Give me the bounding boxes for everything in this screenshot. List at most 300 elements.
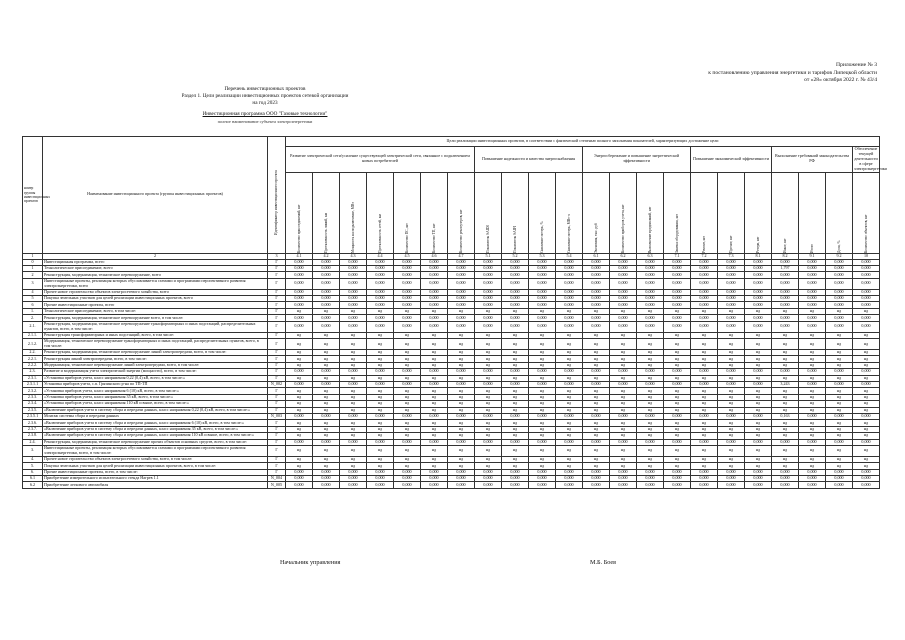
metric-header-15: Замена оборудования, шт (664, 172, 691, 253)
row-value: 0,000 (745, 369, 772, 375)
row-value: 0,000 (718, 439, 745, 445)
row-value: 0,000 (664, 265, 691, 271)
row-value: 0,000 (637, 369, 664, 375)
col-number: 7.3 (718, 253, 745, 259)
row-value: нд (799, 456, 826, 462)
row-value: нд (394, 394, 421, 400)
group-header-1: Развитие электрической сети/усиление существующей электрической сети, связанное с подключением новых потребителей (286, 147, 475, 173)
row-value: 0,000 (394, 278, 421, 289)
row-value: нд (718, 426, 745, 432)
row-value: 0,000 (286, 278, 313, 289)
row-value: 0,000 (583, 382, 610, 388)
row-value: 0,000 (286, 296, 313, 302)
row-value: 0,000 (772, 289, 799, 295)
row-value: 0,000 (799, 259, 826, 265)
metric-header-4: Протяженность сетей, км (367, 172, 394, 253)
row-id: Г (268, 332, 286, 338)
row-value: 0,000 (853, 369, 880, 375)
row-value: 0,000 (340, 315, 367, 321)
row-value: нд (583, 463, 610, 469)
row-id: Г (268, 375, 286, 381)
row-value: нд (448, 401, 475, 407)
row-value: нд (340, 420, 367, 426)
row-value: 0,000 (853, 439, 880, 445)
row-value: 0,000 (340, 476, 367, 482)
row-value: нд (799, 420, 826, 426)
row-value: 0,000 (610, 259, 637, 265)
col-number: 6.1 (583, 253, 610, 259)
row-value: нд (745, 463, 772, 469)
row-value: 0,000 (691, 302, 718, 308)
row-value: 0,000 (313, 315, 340, 321)
row-value: 0,000 (691, 439, 718, 445)
row-value: 0,000 (340, 382, 367, 388)
row-number: 2.2.2. (23, 362, 43, 368)
row-name: «Включение приборов учета в систему сбора и передачи данных, класс напряжения 110 кВ и выше, всего, в том числе:» (43, 433, 268, 439)
row-value: 0,000 (583, 296, 610, 302)
row-value: нд (340, 350, 367, 356)
row-value: 0,000 (826, 296, 853, 302)
row-value: 0,000 (313, 272, 340, 278)
row-value: 0,000 (718, 265, 745, 271)
row-value: нд (394, 388, 421, 394)
row-value: 0,000 (556, 369, 583, 375)
row-number: 2.3.5.1 (23, 413, 43, 419)
row-value: нд (664, 362, 691, 368)
row-value: 0,000 (799, 265, 826, 271)
row-value: нд (772, 456, 799, 462)
investment-table (22, 136, 887, 489)
row-value: нд (529, 394, 556, 400)
row-value: 0,000 (448, 265, 475, 271)
row-value: 0,000 (475, 382, 502, 388)
row-value: 0,000 (394, 321, 421, 332)
row-value: нд (826, 401, 853, 407)
row-value: нд (340, 375, 367, 381)
row-value: 0,000 (475, 369, 502, 375)
row-value: 0,000 (772, 482, 799, 488)
row-value: 0,000 (826, 259, 853, 265)
row-value: нд (610, 401, 637, 407)
row-value: 0,000 (556, 265, 583, 271)
row-value: 0,000 (583, 469, 610, 475)
row-value: нд (286, 407, 313, 413)
col-number: 4.1 (286, 253, 313, 259)
row-value: 0,000 (502, 382, 529, 388)
row-value: нд (745, 456, 772, 462)
row-value: 0,000 (367, 369, 394, 375)
row-value: 0,000 (853, 321, 880, 332)
row-value: нд (529, 463, 556, 469)
row-value: 0,000 (340, 272, 367, 278)
row-value: нд (691, 356, 718, 362)
row-value: 0,000 (394, 302, 421, 308)
row-value: нд (772, 375, 799, 381)
col-id-header: Идентификатор инвестиционного проекта (268, 137, 286, 254)
row-value: 0,000 (664, 302, 691, 308)
row-value: 0,000 (745, 476, 772, 482)
row-value: нд (502, 339, 529, 350)
row-value: нд (772, 356, 799, 362)
row-value: нд (772, 332, 799, 338)
col-number: 3 (268, 253, 286, 259)
row-value: 0,000 (421, 272, 448, 278)
row-value: 0,000 (583, 272, 610, 278)
row-name: Модернизация, техническое перевооружение линий электропередачи, всего, в том числе: (43, 362, 268, 368)
row-value: нд (367, 375, 394, 381)
row-value: 0,000 (340, 469, 367, 475)
row-value: 0,000 (475, 439, 502, 445)
row-value: 0,000 (367, 321, 394, 332)
row-value: нд (799, 332, 826, 338)
row-value: 0,000 (826, 315, 853, 321)
row-value: 0,000 (826, 272, 853, 278)
row-value: нд (394, 375, 421, 381)
row-value: нд (826, 339, 853, 350)
row-value: нд (691, 362, 718, 368)
row-number: 2.1.1. (23, 332, 43, 338)
row-value: нд (583, 420, 610, 426)
row-value: нд (502, 433, 529, 439)
row-value: нд (556, 350, 583, 356)
row-number: 3. (23, 445, 43, 456)
row-value: нд (826, 420, 853, 426)
row-value: 0,000 (529, 278, 556, 289)
row-value: нд (502, 375, 529, 381)
row-value: нд (475, 362, 502, 368)
row-value: нд (340, 407, 367, 413)
row-value: нд (718, 401, 745, 407)
row-value: 0,000 (583, 321, 610, 332)
row-id: Г (268, 463, 286, 469)
metric-header-6: Количество ТП, шт (421, 172, 448, 253)
row-value: нд (664, 445, 691, 456)
row-value: нд (394, 407, 421, 413)
row-value: 0,000 (340, 482, 367, 488)
row-value: 0,000 (583, 315, 610, 321)
row-value: 0,000 (718, 259, 745, 265)
row-id: Г (268, 356, 286, 362)
row-value: 0,000 (718, 278, 745, 289)
row-value: 0,000 (799, 321, 826, 332)
row-value: нд (448, 375, 475, 381)
row-id: Г (268, 388, 286, 394)
row-value: нд (691, 426, 718, 432)
row-value: нд (421, 332, 448, 338)
row-value: 0,000 (475, 278, 502, 289)
row-value: 0,000 (691, 482, 718, 488)
row-value: нд (421, 401, 448, 407)
row-value: 3,243 (772, 382, 799, 388)
row-value: нд (853, 362, 880, 368)
group-header-6: Обеспечение текущей деятельности в сфере электроэнергетики (854, 146, 887, 171)
row-value: 0,000 (421, 296, 448, 302)
row-value: 0,000 (421, 439, 448, 445)
row-value: нд (637, 401, 664, 407)
col-no-header: номер группы инвестиционных проектов (23, 137, 43, 254)
row-value: нд (475, 332, 502, 338)
row-value: 0,000 (610, 382, 637, 388)
row-value: нд (691, 339, 718, 350)
row-value: 0,000 (367, 296, 394, 302)
row-value: 0,000 (637, 296, 664, 302)
row-value: нд (421, 433, 448, 439)
row-value: 0,000 (340, 278, 367, 289)
row-value: 0,000 (556, 413, 583, 419)
row-name: Реконструкция линий электропередачи, всего, в том числе: (43, 356, 268, 362)
col-number: 4.7 (448, 253, 475, 259)
row-value: нд (691, 332, 718, 338)
row-value: нд (610, 420, 637, 426)
row-value: 0,000 (664, 315, 691, 321)
row-value: нд (529, 362, 556, 368)
row-value: 0,000 (475, 413, 502, 419)
row-value: нд (475, 388, 502, 394)
row-id: Г (268, 439, 286, 445)
row-value: 0,000 (637, 476, 664, 482)
row-number: 1. (23, 308, 43, 314)
row-value: 0,000 (394, 259, 421, 265)
row-value: 0,000 (502, 482, 529, 488)
row-value: 0,000 (664, 382, 691, 388)
row-value: 0,000 (610, 321, 637, 332)
row-value: нд (664, 375, 691, 381)
row-value: нд (772, 407, 799, 413)
row-value: 0,000 (340, 296, 367, 302)
row-value: 0,000 (583, 369, 610, 375)
row-value: 0,000 (826, 476, 853, 482)
row-name: «Установка приборов учета, класс напряжения 6 (10) кВ, всего, в том числе:» (43, 388, 268, 394)
table-row (23, 278, 880, 289)
row-value: нд (475, 350, 502, 356)
row-value: 0,000 (583, 265, 610, 271)
row-value: 0,000 (853, 482, 880, 488)
row-value: нд (556, 445, 583, 456)
row-value: 0,000 (826, 439, 853, 445)
row-value: нд (772, 433, 799, 439)
row-value: 0,000 (475, 296, 502, 302)
row-value: 0,000 (637, 278, 664, 289)
row-value: нд (772, 308, 799, 314)
row-value: нд (448, 420, 475, 426)
row-id: N_005 (268, 482, 286, 488)
row-value: нд (448, 362, 475, 368)
row-value: нд (853, 350, 880, 356)
row-number: 2. (23, 315, 43, 321)
row-number: 6. (23, 469, 43, 475)
row-value: нд (529, 332, 556, 338)
row-value: нд (286, 332, 313, 338)
row-value: нд (664, 407, 691, 413)
row-value: нд (826, 332, 853, 338)
row-name: Прочее новое строительство объектов электросетевого хозяйства, всего, в том числе: (43, 456, 268, 462)
row-value: 0,000 (421, 289, 448, 295)
row-value: нд (367, 433, 394, 439)
row-value: нд (502, 332, 529, 338)
row-value: нд (421, 362, 448, 368)
row-value: нд (691, 375, 718, 381)
row-value: 0,000 (610, 439, 637, 445)
row-value: нд (556, 339, 583, 350)
group-header-2: Повышение надежности и качества энергоснабжения (475, 147, 583, 173)
row-value: нд (286, 401, 313, 407)
row-value: нд (610, 350, 637, 356)
row-value: нд (502, 456, 529, 462)
row-value: нд (286, 362, 313, 368)
signature-name: М.Б. Боев (590, 559, 617, 566)
metric-header-14: Выполнение предписаний, шт (637, 172, 664, 253)
col-number: 5.3 (529, 253, 556, 259)
row-value: 0,000 (448, 302, 475, 308)
row-value: 0,000 (745, 469, 772, 475)
row-name: Модернизация, техническое перевооружение трансформаторных и иных подстанций, распределительных пунктов, всего, в том числе: (43, 339, 268, 350)
row-value: 0,000 (610, 476, 637, 482)
row-number: 2.3.1. (23, 375, 43, 381)
row-value: 0,000 (286, 482, 313, 488)
row-value: 0,000 (664, 369, 691, 375)
row-value: нд (367, 456, 394, 462)
row-value: 0,000 (826, 369, 853, 375)
row-value: 0,000 (853, 289, 880, 295)
appendix-line-3: от «28» октября 2022 г. № 43/4 (804, 77, 877, 84)
row-value: нд (313, 463, 340, 469)
row-value: нд (826, 463, 853, 469)
metric-header-3: Мощность на подключение, МВт (340, 172, 367, 253)
row-value: 0,000 (799, 469, 826, 475)
row-value: нд (286, 350, 313, 356)
row-value: нд (313, 388, 340, 394)
row-value: 0,000 (664, 469, 691, 475)
row-value: нд (610, 332, 637, 338)
row-value: нд (610, 362, 637, 368)
row-value: 0,000 (718, 413, 745, 419)
row-value: нд (286, 339, 313, 350)
row-value: нд (475, 308, 502, 314)
row-value: нд (664, 350, 691, 356)
row-value: 0,000 (691, 265, 718, 271)
row-value: 0,000 (448, 439, 475, 445)
row-value: 0,000 (772, 296, 799, 302)
row-value: нд (718, 375, 745, 381)
row-value: нд (286, 308, 313, 314)
col-number: 5.1 (475, 253, 502, 259)
row-value: нд (313, 407, 340, 413)
row-value: нд (691, 463, 718, 469)
row-id: Г (268, 362, 286, 368)
row-value: 0,000 (313, 278, 340, 289)
row-value: нд (826, 362, 853, 368)
row-name: Прочие инвестиционные проекты, всего, в том числе: (43, 469, 268, 475)
row-name: «Установка приборов учета, класс напряжения 0,22 (0,4) кВ, всего, в том числе:» (43, 375, 268, 381)
row-value: нд (475, 339, 502, 350)
row-value: 0,000 (610, 315, 637, 321)
row-value: 0,000 (394, 413, 421, 419)
row-value: 0,000 (529, 482, 556, 488)
row-value: 0,000 (286, 413, 313, 419)
row-value: 0,000 (610, 302, 637, 308)
row-value: 0,000 (745, 259, 772, 265)
row-value: 0,000 (664, 278, 691, 289)
row-value: 0,000 (745, 265, 772, 271)
row-value: нд (745, 426, 772, 432)
row-value: нд (772, 445, 799, 456)
row-value: 0,000 (286, 315, 313, 321)
row-value: нд (421, 463, 448, 469)
row-value: нд (529, 308, 556, 314)
row-value: 0,000 (610, 289, 637, 295)
row-value: нд (799, 375, 826, 381)
row-value: 0,000 (691, 476, 718, 482)
row-name: Реконструкция, модернизация, техническое перевооружение всего, в том числе: (43, 315, 268, 321)
row-value: нд (556, 401, 583, 407)
row-value: нд (556, 420, 583, 426)
row-value: 0,000 (421, 278, 448, 289)
row-value: нд (421, 339, 448, 350)
row-value: нд (394, 426, 421, 432)
row-value: 0,000 (421, 259, 448, 265)
row-value: нд (826, 407, 853, 413)
row-number: 2.4. (23, 439, 43, 445)
row-value: нд (664, 420, 691, 426)
row-id: Г (268, 321, 286, 332)
row-value: нд (286, 463, 313, 469)
row-name: Реконструкция трансформаторных и иных подстанций, всего, в том числе: (43, 332, 268, 338)
row-value: нд (367, 420, 394, 426)
row-value: нд (583, 350, 610, 356)
row-value: нд (394, 420, 421, 426)
row-value: нд (340, 394, 367, 400)
row-value: 0,000 (448, 413, 475, 419)
row-value: нд (394, 332, 421, 338)
row-value: 0,000 (799, 482, 826, 488)
row-value: нд (367, 350, 394, 356)
row-value: 0,000 (421, 476, 448, 482)
row-number: 2.2. (23, 350, 43, 356)
row-value: 0,000 (664, 272, 691, 278)
row-value: 0,000 (394, 469, 421, 475)
row-value: нд (340, 388, 367, 394)
row-value: нд (637, 433, 664, 439)
row-value: 0,000 (637, 382, 664, 388)
row-value: нд (367, 356, 394, 362)
row-value: 0,000 (394, 439, 421, 445)
row-value: 0,000 (529, 439, 556, 445)
row-value: нд (556, 433, 583, 439)
row-value: 0,000 (664, 476, 691, 482)
row-value: нд (529, 426, 556, 432)
appendix-line-1: Приложение № 3 (836, 62, 877, 68)
row-value: 0,000 (556, 278, 583, 289)
row-name: Реконструкция, модернизация, техническое перевооружение, всего (43, 272, 268, 278)
row-value: нд (529, 388, 556, 394)
row-value: 0,000 (718, 272, 745, 278)
row-value: нд (718, 463, 745, 469)
row-value: 0,000 (664, 321, 691, 332)
row-value: 0,000 (556, 439, 583, 445)
row-value: нд (583, 356, 610, 362)
row-value: нд (691, 445, 718, 456)
row-value: нд (502, 420, 529, 426)
row-value: 0,000 (394, 265, 421, 271)
row-number: 6.2 (23, 482, 43, 488)
row-id: Г (268, 426, 286, 432)
row-id: Г (268, 289, 286, 295)
col-number: 5.4 (556, 253, 583, 259)
row-value: нд (853, 420, 880, 426)
row-value: 0,000 (286, 289, 313, 295)
row-id: Г (268, 278, 286, 289)
row-value: 0,000 (448, 296, 475, 302)
